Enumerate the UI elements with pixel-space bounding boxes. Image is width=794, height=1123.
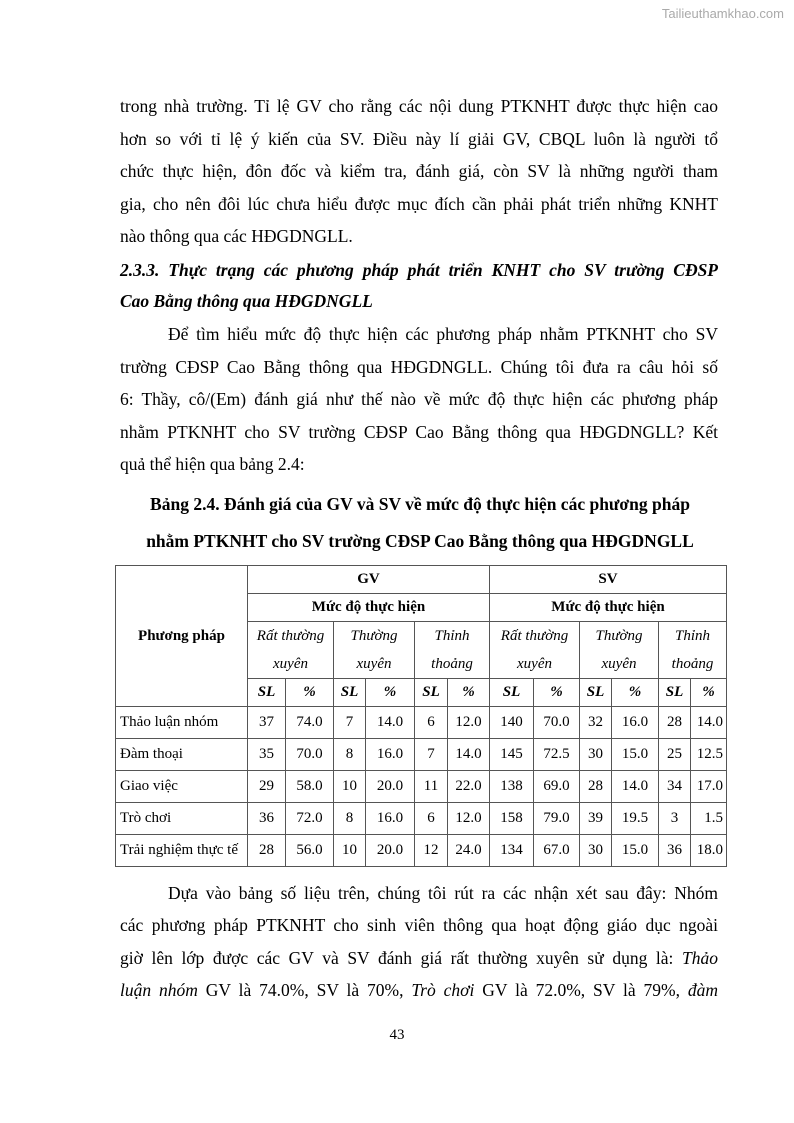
value-cell: 32 — [580, 707, 612, 739]
method-cell: Đàm thoại — [116, 739, 248, 771]
italic-text: Thảo — [682, 948, 718, 968]
text-line — [120, 948, 718, 968]
text: GV là 72.0%, SV là 79%, — [474, 980, 688, 1000]
header-pct: % — [366, 679, 415, 707]
value-cell: 30 — [580, 835, 612, 867]
header-pct: % — [534, 679, 580, 707]
header-level-text: Thỉnh — [674, 628, 710, 644]
value-cell: 20.0 — [366, 771, 415, 803]
text: GV là 74.0%, SV là 70%, — [197, 980, 412, 1000]
header-level-text: xuyên — [273, 656, 308, 672]
value-cell: 12 — [415, 835, 448, 867]
value-cell: 15.0 — [612, 739, 659, 771]
header-level-text: xuyên — [356, 656, 392, 672]
value-cell: 30 — [580, 739, 612, 771]
header-level-text: Rất thường — [256, 628, 325, 644]
header-sl: SL — [659, 679, 691, 707]
method-cell: Thảo luận nhóm — [116, 707, 248, 739]
header-level-text: xuyên — [517, 656, 552, 672]
table-row — [116, 739, 727, 771]
header-level-text: Thường — [595, 628, 643, 644]
method-cell: Trò chơi — [116, 803, 248, 835]
data-table — [115, 565, 727, 867]
value-cell: 14.0 — [691, 707, 727, 739]
value-cell: 29 — [248, 771, 286, 803]
italic-text: Trò chơi — [411, 980, 475, 1000]
header-level — [415, 622, 490, 679]
value-cell: 16.0 — [366, 803, 415, 835]
method-cell: Trải nghiệm thực tế — [116, 835, 248, 867]
header-level — [248, 622, 334, 679]
header-group-gv: GV — [248, 566, 490, 594]
value-cell: 16.0 — [366, 739, 415, 771]
header-pct: % — [612, 679, 659, 707]
header-pct: % — [691, 679, 727, 707]
table-row — [116, 707, 727, 739]
value-cell: 14.0 — [366, 707, 415, 739]
value-cell: 12.0 — [448, 707, 490, 739]
value-cell: 138 — [490, 771, 534, 803]
value-cell: 72.5 — [534, 739, 580, 771]
value-cell: 17.0 — [691, 771, 727, 803]
value-cell: 7 — [415, 739, 448, 771]
text-line: nhằm PTKNHT cho SV trường CĐSP Cao Bằng thông qua HĐGDNGLL? Kết — [120, 422, 718, 442]
value-cell: 15.0 — [612, 835, 659, 867]
value-cell: 22.0 — [448, 771, 490, 803]
value-cell: 19.5 — [612, 803, 659, 835]
value-cell: 6 — [415, 803, 448, 835]
text-line: trong nhà trường. Tỉ lệ GV cho rằng các nội dung PTKNHT được thực hiện cao — [120, 96, 718, 116]
watermark: Tailieuthamkhao.com — [661, 6, 784, 21]
table-row — [116, 835, 727, 867]
value-cell: 145 — [490, 739, 534, 771]
value-cell: 10 — [334, 771, 366, 803]
value-cell: 74.0 — [286, 707, 334, 739]
table-caption: Bảng 2.4. Đánh giá của GV và SV về mức độ thực hiện các phương pháp — [150, 494, 690, 514]
header-level-text: Thường — [350, 628, 398, 644]
header-level — [490, 622, 580, 679]
value-cell: 140 — [490, 707, 534, 739]
text-line: Để tìm hiểu mức độ thực hiện các phương pháp nhằm PTKNHT cho SV — [168, 324, 718, 344]
header-sl: SL — [248, 679, 286, 707]
table-row — [116, 803, 727, 835]
header-group-sv: SV — [490, 566, 727, 594]
value-cell: 12.0 — [448, 803, 490, 835]
value-cell: 28 — [659, 707, 691, 739]
value-cell: 35 — [248, 739, 286, 771]
value-cell: 24.0 — [448, 835, 490, 867]
header-level-text: thoảng — [431, 656, 473, 672]
text-line: các phương pháp PTKNHT cho sinh viên thông qua hoạt động giáo dục ngoài — [120, 915, 718, 935]
value-cell: 56.0 — [286, 835, 334, 867]
text-line: Dựa vào bảng số liệu trên, chúng tôi rút ra các nhận xét sau đây: Nhóm — [168, 883, 718, 903]
value-cell: 69.0 — [534, 771, 580, 803]
table-caption: nhằm PTKNHT cho SV trường CĐSP Cao Bằng thông qua HĐGDNGLL — [146, 531, 694, 551]
header-level-text: Rất thường — [500, 628, 569, 644]
value-cell: 36 — [659, 835, 691, 867]
value-cell: 14.0 — [612, 771, 659, 803]
value-cell: 8 — [334, 803, 366, 835]
value-cell: 28 — [248, 835, 286, 867]
value-cell: 39 — [580, 803, 612, 835]
header-level-text: xuyên — [601, 656, 637, 672]
header-sl: SL — [334, 679, 366, 707]
value-cell: 16.0 — [612, 707, 659, 739]
value-cell: 10 — [334, 835, 366, 867]
heading-line: Cao Bằng thông qua HĐGDNGLL — [120, 291, 373, 311]
header-level — [580, 622, 659, 679]
header-pct: % — [448, 679, 490, 707]
value-cell: 158 — [490, 803, 534, 835]
header-sub: Mức độ thực hiện — [248, 594, 490, 622]
value-cell: 36 — [248, 803, 286, 835]
header-sl: SL — [415, 679, 448, 707]
value-cell: 3 — [659, 803, 691, 835]
value-cell: 8 — [334, 739, 366, 771]
value-cell: 34 — [659, 771, 691, 803]
value-cell: 25 — [659, 739, 691, 771]
text-line: 6: Thầy, cô/(Em) đánh giá như thế nào về mức độ thực hiện các phương pháp — [120, 389, 718, 409]
italic-text: đàm — [687, 980, 718, 1000]
value-cell: 12.5 — [691, 739, 727, 771]
header-level-text: Thỉnh — [434, 628, 470, 644]
value-cell: 79.0 — [534, 803, 580, 835]
value-cell: 58.0 — [286, 771, 334, 803]
italic-text: luận nhóm — [120, 980, 198, 1000]
value-cell: 6 — [415, 707, 448, 739]
text: giờ lên lớp được các GV và SV đánh giá rất thường xuyên sử dụng là: — [120, 948, 683, 968]
header-level-text: thoảng — [671, 656, 714, 672]
value-cell: 28 — [580, 771, 612, 803]
value-cell: 70.0 — [286, 739, 334, 771]
text-line: hơn so với tỉ lệ ý kiến của SV. Điều này lí giải GV, CBQL luôn là người tổ — [120, 129, 718, 149]
header-pct: % — [286, 679, 334, 707]
value-cell: 7 — [334, 707, 366, 739]
text-line: nào thông qua các HĐGDNGLL. — [120, 226, 353, 246]
value-cell: 72.0 — [286, 803, 334, 835]
text-line — [120, 980, 718, 1000]
value-cell: 70.0 — [534, 707, 580, 739]
header-level — [659, 622, 727, 679]
heading-line: 2.3.3. Thực trạng các phương pháp phát triển KNHT cho SV trường CĐSP — [120, 260, 718, 280]
value-cell: 14.0 — [448, 739, 490, 771]
text-line: quả thể hiện qua bảng 2.4: — [120, 454, 305, 474]
value-cell: 11 — [415, 771, 448, 803]
method-cell: Giao việc — [116, 771, 248, 803]
value-cell: 134 — [490, 835, 534, 867]
text-line: gia, cho nên đôi lúc chưa hiểu được mục đích cần phải phát triển những KNHT — [120, 194, 718, 214]
header-level — [334, 622, 415, 679]
value-cell: 67.0 — [534, 835, 580, 867]
header-sl: SL — [580, 679, 612, 707]
table-row — [116, 771, 727, 803]
text-line: trường CĐSP Cao Bằng thông qua HĐGDNGLL. Chúng tôi đưa ra câu hỏi số — [120, 357, 718, 377]
value-cell: 37 — [248, 707, 286, 739]
page-number: 43 — [389, 1027, 405, 1043]
value-cell: 18.0 — [691, 835, 727, 867]
header-sl: SL — [490, 679, 534, 707]
value-cell: 1.5 — [691, 803, 727, 835]
text-line: chức thực hiện, đôn đốc và kiểm tra, đánh giá, còn SV là những người tham — [120, 161, 718, 181]
header-sub: Mức độ thực hiện — [490, 594, 727, 622]
header-method: Phương pháp — [116, 566, 248, 707]
value-cell: 20.0 — [366, 835, 415, 867]
